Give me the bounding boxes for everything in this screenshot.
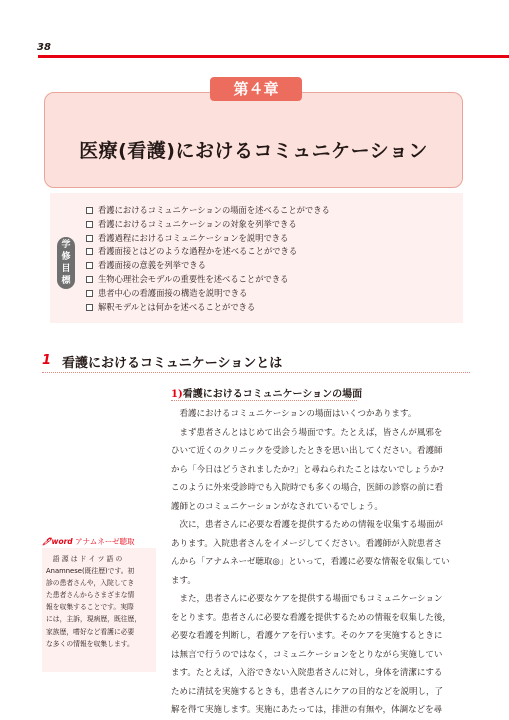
subsection-number: 1): [171, 389, 183, 400]
glossary-line: 家族歴，嗜好など看護に必要: [46, 627, 135, 636]
word-icon-label: word: [51, 537, 73, 546]
goal-item: [86, 273, 330, 287]
goals-label-char: 学: [61, 240, 71, 250]
body-line: ます。: [171, 575, 196, 586]
body-line: 必要な看護を判断し，看護ケアを行います。そのケアを実施するときに: [171, 631, 443, 641]
checkbox-icon: [86, 304, 93, 311]
glossary-term: アナムネーゼ聴取: [75, 537, 135, 546]
glossary-line: Anamnese(既往歴)です。初: [46, 567, 135, 576]
section-number: 1: [42, 353, 52, 368]
goal-item: [86, 245, 330, 259]
word-icon: 🖊word: [42, 537, 73, 546]
glossary-line: た患者さんからさまざまな情: [46, 591, 135, 600]
subsection-heading: [171, 385, 362, 400]
subsection-rule: [171, 400, 357, 401]
glossary-heading: [42, 536, 135, 547]
glossary-line: 報を収集することです。実際: [46, 603, 134, 612]
goals-label-char: 標: [61, 276, 71, 286]
glossary-note: [42, 536, 156, 694]
body-line: ひいて近くのクリニックを受診したときを思い出してください。看護師: [171, 446, 443, 456]
body-line: 解を得て実施します。実施にあたっては，排泄の有無や，体調などを尋: [171, 705, 443, 715]
glossary-body: [42, 548, 156, 672]
checkbox-icon: [86, 221, 93, 228]
section-title: 看護におけるコミュニケーションとは: [62, 356, 283, 371]
goal-item: [86, 204, 330, 218]
goals-label-char: 目: [61, 264, 71, 274]
body-line: このように外来受診時でも入院時でも多くの場合，医師の診察の前に看: [171, 483, 444, 493]
goal-item: [86, 301, 330, 315]
goal-text: 看護面接とはどのような過程かを述べることができる: [98, 246, 298, 257]
chapter-title: 医療(看護)におけるコミュニケーション: [79, 140, 428, 162]
goal-text: 生物心理社会モデルの重要性を述べることができる: [98, 273, 289, 284]
chapter-number-tab: 第４章: [210, 77, 302, 101]
body-text: [171, 405, 471, 720]
body-line: まず患者さんとはじめて出会う場面です。たとえば，皆さんが風邪を: [171, 427, 443, 438]
goal-text: 看護におけるコミュニケーションの場面を述べることができる: [98, 205, 330, 215]
header-rule: [38, 55, 509, 58]
goal-text: 解釈モデルとは何かを述べることができる: [98, 301, 256, 312]
glossary-line: な多くの情報を収集します。: [46, 639, 134, 648]
glossary-line: 語 源 は ド イ ツ 語 の: [46, 555, 123, 563]
goal-text: 患者中心の看護面接の構造を説明できる: [98, 287, 248, 298]
body-line: 護師とのコミュニケーションがなされているでしょう。: [171, 501, 383, 512]
section-rule: [42, 372, 470, 373]
goal-text: 看護におけるコミュニケーションの対象を列挙できる: [98, 218, 297, 229]
body-line: をとります。患者さんに必要な看護を提供するための情報を収集した後，: [171, 612, 451, 623]
body-line: ために清拭を実施するときも，患者さんにケアの目的などを説明し，了: [171, 686, 444, 697]
checkbox-icon: [86, 276, 93, 283]
body-line: んから「アナムネーゼ聴取◎」といって，看護に必要な情報を収集してい: [171, 557, 450, 567]
page-number: 38: [37, 42, 51, 53]
goal-text: 看護過程におけるコミュニケーションを説明できる: [98, 232, 289, 243]
checkbox-icon: [86, 262, 93, 269]
body-line: 次に，患者さんに必要な看護を提供するための情報を収集する場面が: [171, 520, 444, 530]
checkbox-icon: [86, 290, 93, 297]
checkbox-icon: [86, 248, 93, 255]
goals-label-char: 修: [61, 252, 71, 262]
body-line: は無言で行うのではなく，コミュニケーションをとりながら実施してい: [171, 649, 443, 660]
goal-item: [86, 218, 330, 232]
glossary-line: 診の患者さんや，入院してき: [46, 579, 135, 588]
body-line: から「今日はどうされましたか?」と尋ねられたことはないでしょうか?: [171, 464, 444, 475]
glossary-line: には，主訴，現病歴，既往歴，: [46, 615, 142, 624]
goal-item: [86, 287, 330, 301]
body-line: また，患者さんに必要なケアを提供する場面でもコミュニケーション: [171, 594, 443, 604]
goal-item: [86, 232, 330, 246]
goal-text: 看護面接の意義を列挙できる: [98, 260, 206, 271]
body-line: あります。入院患者さんをイメージしてください。看護師が入院患者さ: [171, 538, 443, 549]
learning-goals-list: [86, 204, 330, 314]
checkbox-icon: [86, 207, 93, 214]
body-line: ます。たとえば，入浴できない入院患者さんに対し，身体を清潔にする: [171, 668, 443, 678]
learning-goals-label: [57, 237, 75, 289]
body-line: 看護におけるコミュニケーションの場面はいくつかあります。: [171, 409, 417, 419]
checkbox-icon: [86, 235, 93, 242]
goal-item: [86, 259, 330, 273]
subsection-title: 看護におけるコミュニケーションの場面: [182, 389, 363, 400]
